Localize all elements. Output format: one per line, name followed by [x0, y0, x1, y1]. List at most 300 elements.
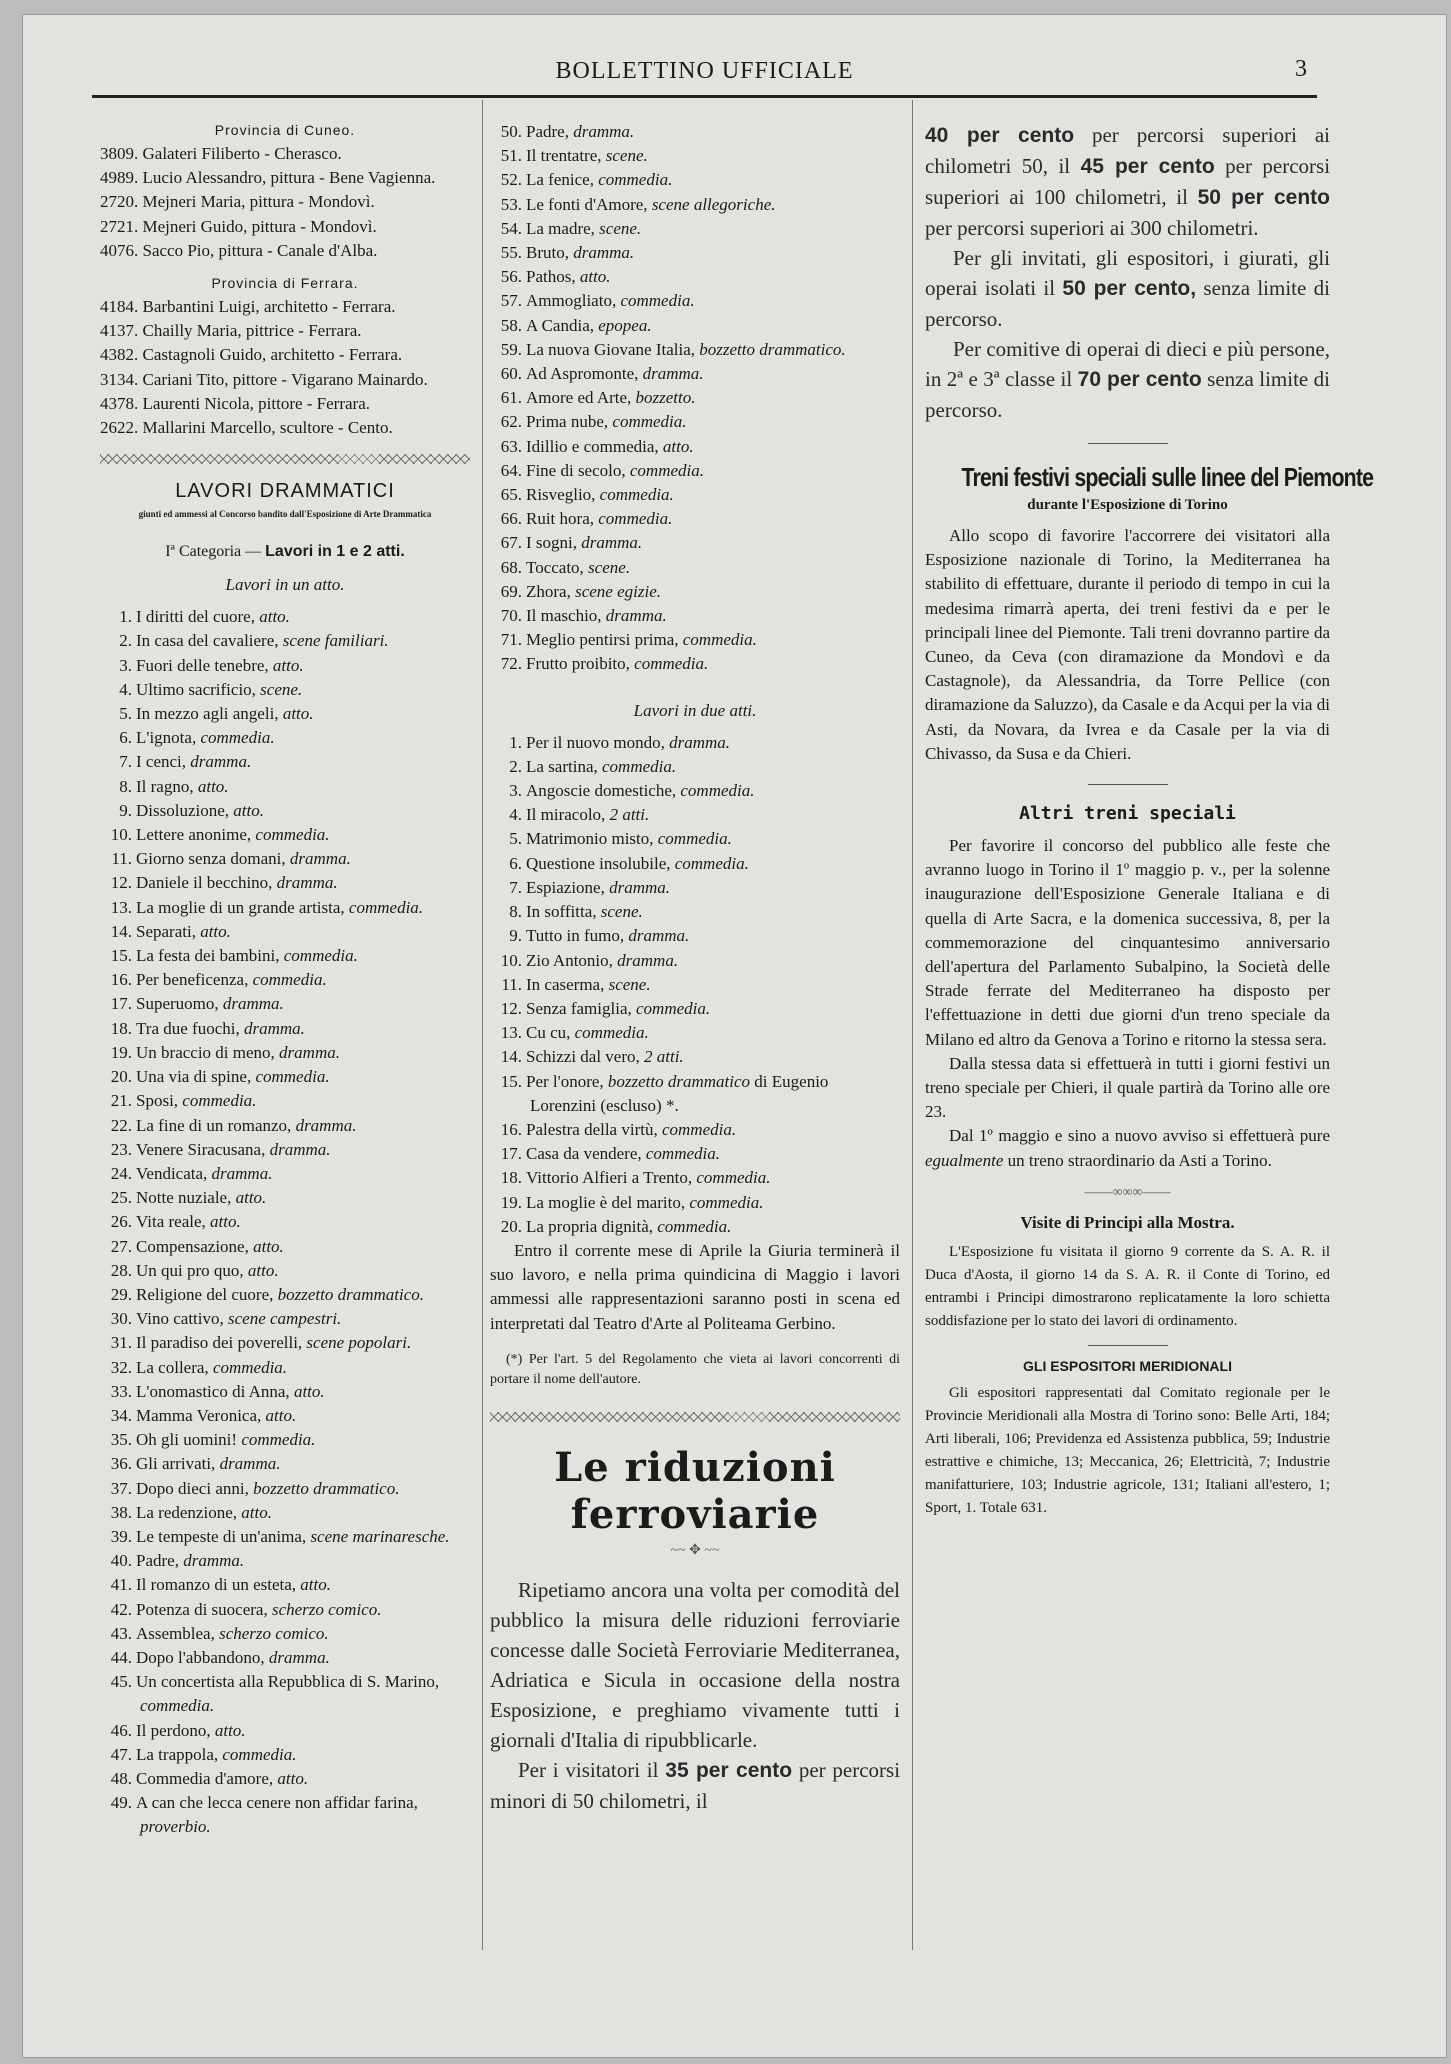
play-genre: commedia. — [657, 829, 732, 849]
play-title: La fenice, — [526, 170, 599, 190]
play-title: Compensazione, — [136, 1236, 254, 1256]
page-number: 3 — [1295, 56, 1307, 82]
play-entry — [100, 605, 470, 629]
play-entry — [100, 1525, 470, 1549]
play-title: Idillio e commedia, — [526, 436, 663, 456]
play-genre: atto. — [241, 1502, 272, 1522]
exhibitor-entry: 2720. Mejneri Maria, pittura - Mondovì. — [100, 192, 375, 212]
play-genre: commedia. — [620, 291, 695, 311]
play-genre: bozzetto. — [635, 388, 696, 408]
play-number: 16. — [110, 970, 132, 990]
plays-list-continued — [490, 120, 900, 677]
play-genre: commedia. — [574, 1023, 649, 1043]
rates-paragraph-3 — [925, 334, 1330, 425]
play-number: 29. — [110, 1284, 132, 1304]
play-genre: dramma. — [190, 752, 252, 772]
play-title: Lettere anonime, — [136, 825, 256, 845]
play-entry — [100, 1089, 470, 1113]
rate-text-1: per percorsi superiori ai chilometri 50, il — [925, 123, 1330, 178]
play-entry — [490, 1191, 900, 1215]
play-entry — [490, 556, 900, 580]
play-genre: dramma. — [628, 926, 690, 946]
play-title: Dopo l'abbandono, — [136, 1647, 269, 1667]
play-genre: scene. — [588, 557, 631, 577]
play-genre: proverbio. — [140, 1817, 211, 1837]
play-title: Il perdono, — [136, 1720, 215, 1740]
play-genre: commedia. — [661, 1119, 737, 1139]
play-entry — [100, 871, 470, 895]
play-entry — [490, 900, 900, 924]
play-title: Daniele il becchino, — [136, 873, 277, 893]
exhibitor-entry: 2721. Mejneri Guido, pittura - Mondovì. — [100, 216, 377, 236]
play-genre: bozzetto drammatico. — [277, 1284, 425, 1304]
play-entry — [100, 1452, 470, 1476]
play-entry — [490, 580, 900, 604]
play-number: 32. — [110, 1357, 132, 1377]
play-entry — [100, 726, 470, 750]
play-genre: atto. — [282, 704, 314, 724]
play-title: In soffitta, — [526, 902, 601, 922]
play-number: 49. — [110, 1793, 132, 1813]
play-number: 21. — [110, 1091, 132, 1111]
play-entry — [490, 410, 900, 434]
play-entry — [490, 338, 900, 362]
play-entry — [490, 193, 900, 217]
play-entry — [490, 241, 900, 265]
play-entry — [100, 992, 470, 1016]
play-title: La redenzione, — [136, 1502, 242, 1522]
play-genre: dramma. — [573, 122, 635, 141]
play-title: Mamma Veronica, — [136, 1405, 266, 1425]
play-number: 7. — [509, 877, 522, 897]
plays-list-two-acts — [490, 731, 900, 1239]
play-genre: atto. — [259, 607, 290, 627]
play-genre: dramma. — [222, 994, 284, 1014]
play-genre: scene campestri. — [228, 1309, 342, 1329]
play-genre: dramma. — [243, 1018, 305, 1038]
play-entry — [100, 1646, 470, 1670]
play-number: 6. — [509, 853, 522, 873]
play-entry — [490, 144, 900, 168]
play-title: La fine di un romanzo, — [136, 1115, 296, 1135]
play-title: Il maschio, — [526, 606, 606, 626]
play-genre: atto. — [210, 1212, 241, 1232]
rate-40: 40 per cento — [925, 124, 1075, 147]
play-title: Assemblea, — [136, 1623, 220, 1643]
play-title: Potenza di suocera, — [136, 1599, 272, 1619]
play-entry — [490, 949, 900, 973]
play-number: 13. — [500, 1023, 522, 1043]
play-entry — [100, 1477, 470, 1501]
play-title: Superuomo, — [136, 994, 223, 1014]
rates-paragraph-1 — [925, 120, 1330, 243]
play-genre: dramma. — [269, 1139, 331, 1159]
play-title: Le tempeste di un'anima, — [136, 1526, 311, 1546]
play-entry — [490, 997, 900, 1021]
altri-treni-p3 — [925, 1124, 1330, 1172]
exhibitor-entry: 4382. Castagnoli Guido, architetto - Ferrara. — [100, 345, 403, 365]
play-number: 60. — [500, 364, 522, 384]
play-entry — [100, 1767, 470, 1791]
play-title: Separati, — [136, 921, 201, 941]
invitati-tail: senza limite di percorso. — [925, 276, 1330, 331]
play-title: La moglie è del marito, — [526, 1192, 690, 1212]
column-1 — [100, 120, 470, 1840]
play-genre: commedia. — [634, 654, 709, 674]
play-genre: commedia. — [255, 825, 330, 845]
play-entry — [100, 944, 470, 968]
rid-p2-c: per percorsi minori di 50 chilometri, il — [490, 1757, 901, 1813]
play-genre: atto. — [247, 1260, 279, 1280]
rate-text-3: per percorsi superiori ai 300 chilometri. — [925, 216, 1259, 240]
exhibitor-entry: 3809. Galateri Filiberto - Cherasco. — [100, 144, 342, 163]
category-prefix: Iª Categoria — — [165, 543, 262, 561]
play-title: Risveglio, — [526, 485, 600, 505]
play-genre: commedia. — [682, 630, 757, 650]
play-title: Fine di secolo, — [526, 460, 630, 480]
play-entry — [100, 1719, 470, 1743]
play-number: 52. — [500, 170, 522, 190]
category-bold: Lavori in 1 e 2 atti. — [265, 543, 405, 561]
play-title: Vita reale, — [136, 1212, 211, 1232]
play-number: 4. — [509, 805, 522, 825]
play-title: Ad Aspromonte, — [526, 364, 643, 384]
play-number: 24. — [110, 1163, 132, 1183]
play-number: 59. — [500, 339, 522, 359]
play-entry — [490, 755, 900, 779]
play-genre: dramma. — [268, 1647, 330, 1667]
page-header — [92, 44, 1317, 96]
play-entry — [100, 775, 470, 799]
column-divider-1 — [482, 100, 483, 1950]
riduzioni-paragraph-1: Ripetiamo ancora una volta per comodità del pubblico la misura delle riduzioni ferroviarie concesse dalle Società Ferroviarie Mediterranea, Adriatica e Sicula in occasione della nostra Esposizione, e preghiamo vivamente tutti i giornali d'Italia di ripubblicarle. — [490, 1577, 900, 1752]
play-entry — [490, 507, 900, 531]
play-entry — [490, 628, 900, 652]
play-title: Dissoluzione, — [136, 800, 234, 820]
play-title: Gli arrivati, — [136, 1454, 220, 1474]
play-genre: atto. — [300, 1575, 331, 1595]
play-title: Zio Antonio, — [526, 950, 618, 970]
play-entry — [490, 1021, 900, 1045]
espositori-body: Gli espositori rappresentati dal Comitato regionale per le Provincie Meridionali alla Mostra di Torino sono: Belle Arti, 184; Arti liberali, 106; Previdenza ed Assistenza pubblica, 59; Industrie estrattive e chimiche, 13; Meccanica, 26; Elettricità, 7; Industrie manifatturiere, 103; Industrie agricole, 131; Italiani all'estero, 1; Sport, 1. Totale 631. — [925, 1384, 1330, 1516]
play-title: Bruto, — [526, 243, 574, 263]
play-entry — [100, 1428, 470, 1452]
play-number: 18. — [500, 1168, 522, 1188]
play-number: 14. — [500, 1047, 522, 1067]
play-title: La collera, — [136, 1357, 213, 1377]
play-title: Amore ed Arte, — [526, 388, 636, 408]
play-genre: scene allegoriche. — [651, 194, 776, 214]
play-entry — [490, 876, 900, 900]
play-entry — [100, 968, 470, 992]
play-number: 12. — [500, 998, 522, 1018]
play-title: Espiazione, — [526, 877, 610, 897]
play-entry — [490, 362, 900, 386]
play-title: Senza famiglia, — [526, 998, 636, 1018]
play-number: 8. — [509, 902, 522, 922]
play-number: 31. — [110, 1333, 132, 1353]
visite-title: Visite di Principi alla Mostra. — [1020, 1212, 1235, 1232]
play-genre: commedia. — [612, 412, 687, 432]
play-number: 54. — [500, 218, 522, 238]
play-number: 28. — [110, 1260, 132, 1280]
play-entry — [490, 731, 900, 755]
header-rule — [92, 95, 1317, 98]
ferrara-heading: Provincia di Ferrara. — [211, 275, 359, 292]
play-entry — [100, 1041, 470, 1065]
play-title: La propria dignità, — [526, 1216, 658, 1236]
play-genre: dramma. — [211, 1163, 273, 1183]
rid-p2-b: 35 per cento — [665, 1758, 793, 1782]
play-entry — [100, 1743, 470, 1767]
play-number: 10. — [500, 950, 522, 970]
play-title: Padre, — [526, 122, 574, 141]
play-title: I diritti del cuore, — [136, 607, 260, 627]
play-number: 8. — [119, 776, 132, 796]
play-title: Fuori delle tenebre, — [136, 655, 273, 675]
play-number: 47. — [110, 1744, 132, 1764]
invitati-rate: 50 per cento, — [1062, 277, 1197, 300]
play-entry — [100, 1670, 470, 1694]
play-title: I sogni, — [526, 533, 582, 553]
play-entry — [100, 1694, 470, 1718]
play-number: 9. — [119, 800, 132, 820]
play-genre: commedia. — [212, 1357, 288, 1377]
play-title: Ultimo sacrificio, — [136, 679, 261, 699]
play-entry — [490, 1045, 900, 1069]
play-entry — [490, 1094, 900, 1118]
play-genre: commedia. — [602, 756, 677, 776]
invitati-text: Per gli invitati, gli espositori, i giurati, gli operai isolati il — [925, 246, 1330, 300]
play-genre: commedia. — [241, 1430, 316, 1450]
play-number: 30. — [110, 1309, 132, 1329]
play-genre: dramma. — [605, 606, 667, 626]
play-entry — [100, 823, 470, 847]
play-title: La madre, — [526, 218, 600, 238]
short-rule-2 — [1088, 784, 1168, 785]
play-number: 3. — [119, 655, 132, 675]
play-entry — [490, 289, 900, 313]
play-number: 19. — [110, 1042, 132, 1062]
lavori-subtitle: giunti ed ammessi al Concorso bandito dall'Esposizione di Arte Drammatica — [138, 509, 432, 520]
play-number: 46. — [110, 1720, 132, 1740]
play-title: In mezzo agli angeli, — [136, 704, 283, 724]
comitive-text: Per comitive di operai di dieci e più persone, in 2ª e 3ª classe il — [925, 337, 1330, 391]
exhibitor-entry: 4137. Chailly Maria, pittrice - Ferrara. — [100, 321, 362, 341]
rate-45: 45 per cento — [1080, 155, 1215, 178]
play-title: Per l'onore, — [526, 1071, 608, 1091]
play-title: Vino cattivo, — [136, 1309, 228, 1329]
play-title: Questione insolubile, — [526, 853, 675, 873]
play-number: 55. — [500, 243, 522, 263]
play-number: 13. — [110, 897, 132, 917]
play-entry — [490, 120, 900, 144]
play-entry — [490, 924, 900, 948]
play-entry — [490, 435, 900, 459]
play-number: 57. — [500, 291, 522, 311]
play-title: Una via di spine, — [136, 1067, 256, 1087]
play-number: 17. — [500, 1144, 522, 1164]
play-genre: atto. — [200, 921, 231, 941]
play-title: Venere Siracusana, — [136, 1139, 270, 1159]
play-number: 69. — [500, 581, 522, 601]
play-number: 12. — [110, 873, 132, 893]
play-entry — [100, 847, 470, 871]
play-genre: atto. — [253, 1236, 284, 1256]
play-entry — [490, 1070, 900, 1094]
exhibitor-entry: 4076. Sacco Pio, pittura - Canale d'Alba. — [100, 240, 378, 260]
play-title: Il trentatre, — [526, 146, 606, 166]
play-number: 27. — [110, 1236, 132, 1256]
play-title: Frutto proibito, — [526, 654, 635, 674]
play-genre: atto. — [235, 1188, 267, 1208]
play-entry — [100, 702, 470, 726]
play-entry — [100, 1259, 470, 1283]
play-number: 33. — [110, 1381, 132, 1401]
play-genre: commedia. — [598, 170, 673, 190]
altri-p3-c: un treno straordinario da Asti a Torino. — [1007, 1150, 1272, 1170]
play-number: 15. — [110, 946, 132, 966]
play-number: 11. — [111, 849, 132, 869]
play-title: Un concertista alla Repubblica di S. Marino, — [136, 1672, 440, 1692]
play-number: 20. — [500, 1216, 522, 1236]
play-number: 11. — [501, 974, 522, 994]
play-title: Casa da vendere, — [526, 1144, 646, 1164]
play-entry — [100, 1331, 470, 1355]
play-title: Vendicata, — [136, 1163, 212, 1183]
play-number: 58. — [500, 315, 522, 335]
play-number: 2. — [119, 631, 132, 651]
play-number: 40. — [110, 1551, 132, 1571]
play-genre: dramma. — [289, 849, 351, 869]
play-title: Cu cu, — [526, 1023, 575, 1043]
play-genre: scene. — [260, 679, 303, 699]
column-2 — [490, 120, 900, 1816]
ornament-2: ——∞∞∞—— — [1084, 1184, 1171, 1200]
play-title: Tra due fuochi, — [136, 1018, 244, 1038]
play-number: 72. — [500, 654, 522, 674]
play-entry — [100, 799, 470, 823]
play-number: 48. — [110, 1768, 132, 1788]
play-entry — [490, 483, 900, 507]
play-number: 63. — [500, 436, 522, 456]
play-title: I cenci, — [136, 752, 191, 772]
play-number: 42. — [110, 1599, 132, 1619]
play-genre: scherzo comico. — [219, 1623, 329, 1643]
play-number: 45. — [110, 1672, 132, 1692]
play-entry — [100, 1380, 470, 1404]
exhibitor-entry: 4989. Lucio Alessandro, pittura - Bene Vagienna. — [100, 168, 436, 188]
play-entry — [100, 654, 470, 678]
play-genre: commedia. — [696, 1168, 771, 1188]
play-entry — [490, 973, 900, 997]
play-number: 38. — [110, 1502, 132, 1522]
play-number: 17. — [110, 994, 132, 1014]
play-title: A can che lecca cenere non affidar farina, — [136, 1793, 418, 1813]
play-title: Le fonti d'Amore, — [526, 194, 652, 214]
play-title: Il ragno, — [136, 776, 198, 796]
play-title: Palestra della virtù, — [526, 1119, 662, 1139]
play-number: 71. — [500, 630, 522, 650]
play-number: 1. — [509, 732, 522, 752]
play-number: 43. — [110, 1623, 132, 1643]
ferrara-list — [100, 295, 470, 440]
play-entry — [100, 1573, 470, 1597]
play-genre: atto. — [579, 267, 611, 287]
play-title: Vittorio Alfieri a Trento, — [526, 1168, 697, 1188]
play-title: Commedia d'amore, — [136, 1768, 278, 1788]
play-title: La festa dei bambini, — [136, 946, 284, 966]
play-number: 3. — [509, 781, 522, 801]
play-genre: dramma. — [183, 1551, 245, 1571]
play-entry — [490, 217, 900, 241]
play-genre: commedia. — [598, 509, 673, 529]
play-genre: commedia. — [182, 1091, 257, 1111]
play-entry — [100, 750, 470, 774]
play-number: 41. — [110, 1575, 132, 1595]
play-genre: commedia. — [140, 1696, 215, 1716]
play-number: 20. — [110, 1067, 132, 1087]
plays-list-one-act — [100, 605, 470, 1839]
play-genre: commedia. — [599, 485, 674, 505]
play-entry — [100, 1210, 470, 1234]
play-entry — [100, 896, 470, 920]
play-title: Notte nuziale, — [136, 1188, 236, 1208]
play-genre: scene marinaresche. — [310, 1526, 450, 1546]
play-genre: epopea. — [598, 315, 652, 335]
play-number: 51. — [500, 146, 522, 166]
play-number: 70. — [500, 606, 522, 626]
comitive-tail: senza limite di percorso. — [925, 367, 1330, 422]
exhibitor-entry: 2622. Mallarini Marcello, scultore - Cento. — [100, 418, 393, 438]
section-un-atto: Lavori in un atto. — [225, 575, 345, 595]
play-entry — [490, 1215, 900, 1239]
play-genre: bozzetto drammatico. — [699, 339, 846, 359]
play-genre: scherzo comico. — [271, 1599, 382, 1619]
play-genre: scene. — [608, 974, 651, 994]
play-genre: commedia. — [200, 728, 275, 748]
play-number: 35. — [110, 1430, 132, 1450]
play-title: Ruit hora, — [526, 509, 599, 529]
play-number: 25. — [110, 1188, 132, 1208]
play-entry — [490, 314, 900, 338]
play-entry — [100, 1404, 470, 1428]
play-entry — [100, 1501, 470, 1525]
play-entry — [100, 1598, 470, 1622]
comitive-rate: 70 per cento — [1077, 368, 1202, 391]
cuneo-list — [100, 142, 470, 263]
play-genre: scene. — [600, 902, 643, 922]
play-entry — [100, 1307, 470, 1331]
exhibitor-entry: 4378. Laurenti Nicola, pittore - Ferrara. — [100, 393, 371, 413]
play-title: In caserma, — [526, 974, 609, 994]
play-title: Prima nube, — [526, 412, 613, 432]
play-entry — [490, 803, 900, 827]
column-divider-2 — [912, 100, 913, 1950]
play-genre: dramma. — [219, 1454, 281, 1474]
play-number: 62. — [500, 412, 522, 432]
altri-p3-a: Dal 1º maggio e sino a nuovo avviso si effettuerà pure — [949, 1126, 1330, 1146]
play-entry — [490, 604, 900, 628]
play-title: Matrimonio misto, — [526, 829, 658, 849]
play-title: Il miracolo, — [526, 805, 610, 825]
play-entry — [490, 168, 900, 192]
play-title: Giorno senza domani, — [136, 849, 290, 869]
rates-paragraph-2 — [925, 243, 1330, 334]
altri-p3-b: egualmente — [925, 1150, 1004, 1170]
play-genre: atto. — [277, 1768, 309, 1788]
play-author-cont: Lorenzini (escluso) *. — [530, 1095, 679, 1115]
